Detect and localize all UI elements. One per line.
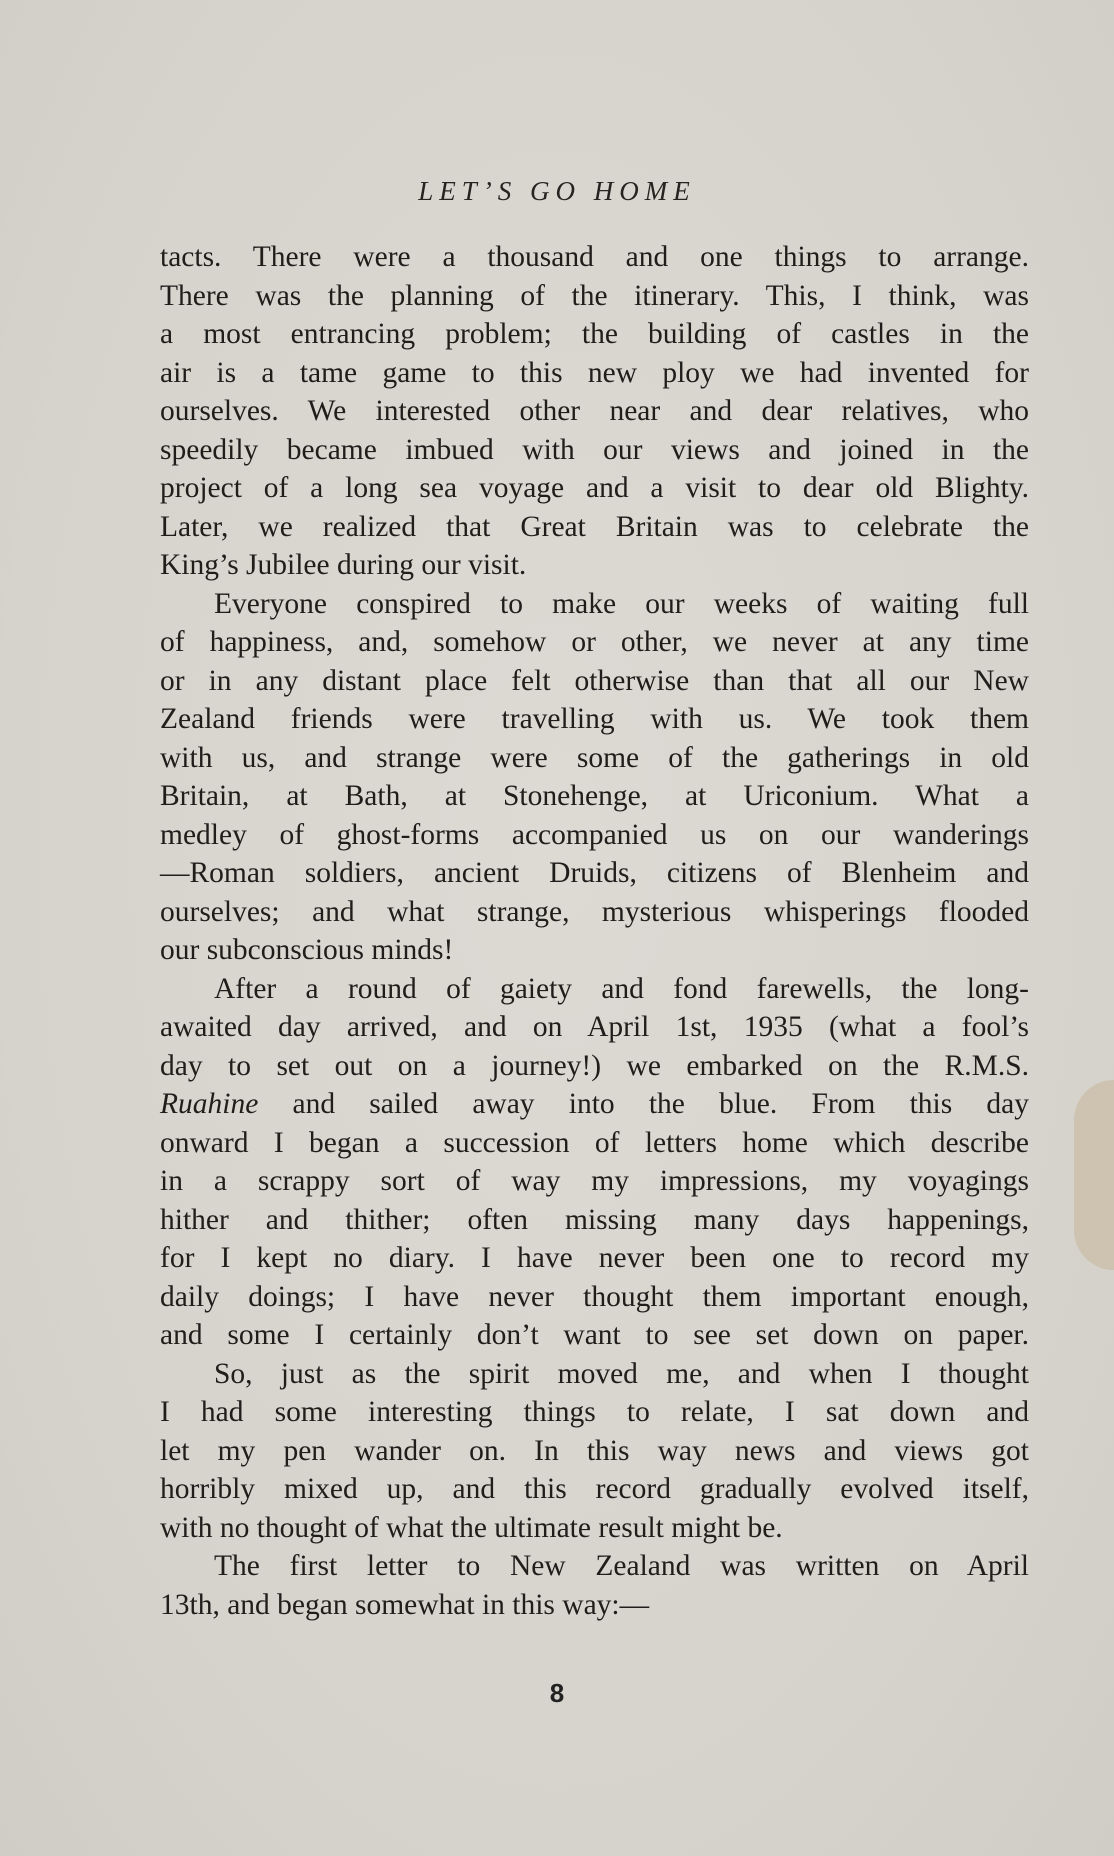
page-edge-stain	[1074, 1080, 1114, 1270]
text-line: I had some interesting things to relate, I sat down and	[160, 1396, 1029, 1428]
text-line: in a scrappy sort of way my impressions, my voyagings	[160, 1165, 1029, 1197]
text-line: Zealand friends were travelling with us. We took them	[160, 703, 1029, 735]
text-line: So, just as the spirit moved me, and when I thought	[214, 1357, 1029, 1390]
text-line: let my pen wander on. In this way news and views got	[160, 1434, 1029, 1467]
paragraph-4	[160, 1355, 1029, 1548]
text-line: daily doings; I have never thought them important enough,	[160, 1280, 1029, 1313]
text-line: with no thought of what the ultimate result might be.	[160, 1511, 783, 1544]
text-line: Later, we realized that Great Britain was to celebrate the	[160, 510, 1029, 543]
text-line: ourselves. We interested other near and dear relatives, who	[160, 395, 1029, 427]
text-line: air is a tame game to this new ploy we had invented for	[160, 356, 1029, 389]
text-line: horribly mixed up, and this record gradually evolved itself,	[160, 1473, 1029, 1505]
text-line: —Roman soldiers, ancient Druids, citizens of Blenheim and	[160, 857, 1029, 889]
paragraph-3	[160, 970, 1029, 1355]
text-line: King’s Jubilee during our visit.	[160, 549, 527, 581]
paragraph-1	[160, 238, 1029, 585]
text-line: Britain, at Bath, at Stonehenge, at Uriconium. What a	[160, 780, 1029, 812]
text-run: and sailed away into the blue. From this day	[258, 1088, 1029, 1120]
text-line: After a round of gaiety and fond farewells, the long-	[214, 972, 1029, 1005]
text-line: The first letter to New Zealand was written on April	[214, 1550, 1029, 1582]
text-line: ourselves; and what strange, mysterious whisperings flooded	[160, 895, 1029, 928]
running-head: LET’S GO HOME	[418, 176, 696, 206]
text-line: project of a long sea voyage and a visit to dear old Blighty.	[160, 472, 1029, 504]
text-line: speedily became imbued with our views and joined in the	[160, 433, 1029, 466]
text-line: tacts. There were a thousand and one things to arrange.	[160, 241, 1029, 273]
text-line: our subconscious minds!	[160, 934, 454, 966]
text-line: a most entrancing problem; the building of castles in the	[160, 318, 1029, 350]
body-text	[160, 238, 1029, 1624]
text-line: day to set out on a journey!) we embarked on the R.M.S.	[160, 1049, 1029, 1082]
text-line: 13th, and began somewhat in this way:—	[160, 1588, 650, 1621]
page-number: 8	[549, 1678, 565, 1708]
text-line: of happiness, and, somehow or other, we never at any time	[160, 626, 1029, 658]
text-line: awaited day arrived, and on April 1st, 1935 (what a fool’s	[160, 1011, 1029, 1043]
text-line: medley of ghost-forms accompanied us on our wanderings	[160, 818, 1029, 851]
ship-name: Ruahine	[160, 1088, 259, 1120]
text-line: with us, and strange were some of the gatherings in old	[160, 741, 1029, 774]
text-line	[160, 1085, 1029, 1124]
text-line: or in any distant place felt otherwise than that all our New	[160, 664, 1029, 697]
paragraph-5	[160, 1547, 1029, 1624]
text-line: onward I began a succession of letters home which describe	[160, 1126, 1029, 1159]
text-line: and some I certainly don’t want to see set down on paper.	[160, 1319, 1029, 1351]
text-line: Everyone conspired to make our weeks of waiting full	[214, 587, 1029, 620]
text-line: for I kept no diary. I have never been one to record my	[160, 1242, 1029, 1274]
paragraph-2	[160, 585, 1029, 970]
text-line: There was the planning of the itinerary. This, I think, was	[160, 279, 1029, 312]
text-line: hither and thither; often missing many days happenings,	[160, 1203, 1029, 1236]
